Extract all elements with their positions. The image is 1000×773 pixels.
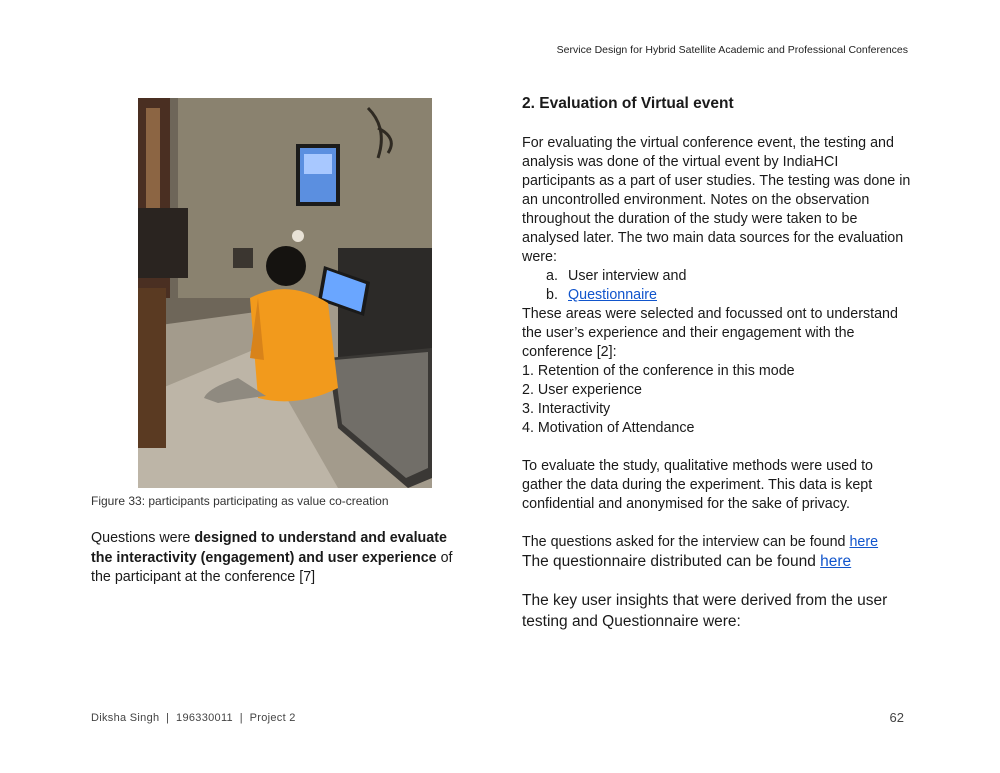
footer-id: 196330011 [176,712,233,724]
list-item: 1. Retention of the conference in this mode [522,363,795,379]
interview-link[interactable]: here [849,534,879,550]
figure-caption: Figure 33: participants participating as value co-creation [91,494,389,508]
insights-paragraph: The key user insights that were derived from the user testing and Questionnaire were: [522,592,888,630]
list-item [546,286,914,305]
section-heading: 2. Evaluation of Virtual event [522,95,734,112]
questions-paragraph [91,529,471,588]
list-item-text: User interview and [568,268,687,284]
footer-separator: | [166,712,170,724]
list-marker: b. [546,287,558,303]
questionnaire-here-link[interactable]: here [820,553,852,570]
questions-text-c: of the participant at the conference [7] [91,549,453,585]
running-header: Service Design for Hybrid Satellite Academic and Professional Conferences [556,44,908,56]
list-item [546,267,914,286]
interview-text: The questions asked for the interview can be found [522,534,850,550]
questionnaire-text: The questionnaire distributed can be found [522,553,821,570]
areas-list [522,362,914,438]
interview-line [522,533,914,552]
data-sources-list [522,267,914,305]
footer-author: Diksha Singh [91,712,160,724]
participant-photo [138,98,432,488]
evaluation-section [522,94,914,632]
questions-text-bold: designed to understand and evaluate the interactivity (engagement) and user experience [91,530,447,566]
areas-intro-paragraph: These areas were selected and focussed ont to understand the user’s experience and their engagement with the conference [2]: [522,306,898,360]
intro-paragraph: For evaluating the virtual conference event, the testing and analysis was done of the virtual event by IndiaHCI participants as a part of user studies. The testing was done in an uncontrolled environment. Notes on the observation throughout the duration of the study were taken to be analysed later. The two main data sources for the evaluation were: [522,135,911,265]
questionnaire-line [522,552,914,572]
footer-info [91,712,296,724]
footer-separator: | [239,712,243,724]
methods-paragraph: To evaluate the study, qualitative methods were used to gather the data during the experiment. This data is kept confidential and anonymised for the sake of privacy. [522,458,874,512]
list-item: 4. Motivation of Attendance [522,420,695,436]
questions-text-a: Questions were [91,530,195,546]
list-item: 3. Interactivity [522,401,611,417]
footer-project: Project 2 [249,712,296,724]
page-number: 62 [889,710,904,725]
list-item: 2. User experience [522,382,642,398]
list-marker: a. [546,268,558,284]
questionnaire-link[interactable]: Questionnaire [568,287,658,303]
